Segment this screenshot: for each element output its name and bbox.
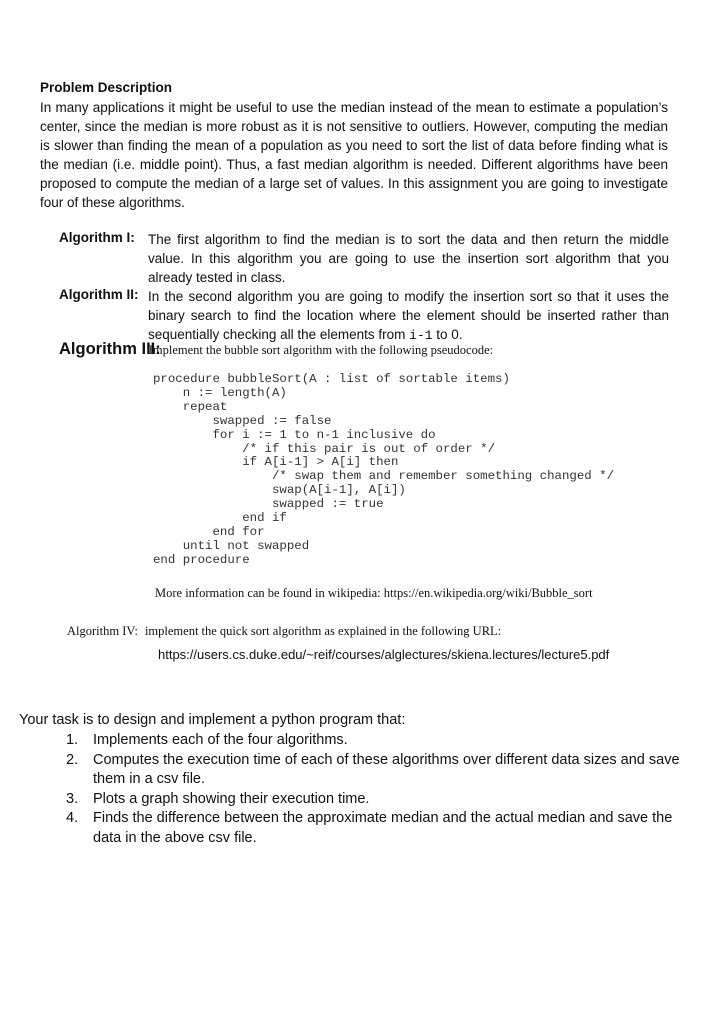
algorithm-2-label: Algorithm II: — [59, 287, 139, 302]
algorithm-2-text-after: to 0. — [432, 327, 463, 342]
algorithm-2-text — [148, 287, 669, 345]
task-list — [66, 731, 694, 848]
problem-heading: Problem Description — [40, 80, 173, 95]
algorithm-2-text-before: In the second algorithm you are going to modify the insertion sort so that it uses the binary search to find the location where the element should be inserted rather than sequentially checking all the elements from — [148, 289, 669, 342]
wikipedia-link[interactable]: https://en.wikipedia.org/wiki/Bubble_sort — [383, 586, 593, 600]
task-item — [66, 809, 694, 848]
algorithm-3-line — [59, 340, 493, 359]
task-item-text: Implements each of the four algorithms. — [93, 732, 348, 748]
more-info-line — [155, 586, 593, 601]
quicksort-lecture-link[interactable]: https://users.cs.duke.edu/~reif/courses/alglectures/skiena.lectures/lecture5.pdf — [158, 647, 610, 662]
algorithm-2-code-inline: i-1 — [409, 328, 433, 343]
task-item-number: 3. — [66, 790, 79, 807]
task-item-number: 2. — [66, 751, 79, 768]
algorithm-1-label: Algorithm I: — [59, 230, 135, 245]
algorithm-4-label: Algorithm IV: — [67, 624, 138, 638]
algorithm-1-text: The first algorithm to find the median is to sort the data and then return the middle value. In this algorithm you are going to use the insertion sort algorithm that you already tested in class. — [148, 232, 669, 285]
more-info-text: More information can be found in wikipedia: — [155, 586, 384, 600]
algorithm-3-label: Algorithm III: — [59, 340, 161, 358]
problem-intro: In many applications it might be useful to use the median instead of the mean to estimate a population’s center, since the median is more robust as it is not sensitive to outliers. However, computing the median is slower than finding the mean of a population as you need to sort the list of data before finding what is the median (i.e. middle point). Thus, a fast median algorithm is needed. Different algorithms have been proposed to compute the median of a large set of values. In this assignment you are going to investigate four of these algorithms. — [40, 100, 668, 210]
task-item-number: 4. — [66, 810, 79, 826]
algorithm-4-line — [67, 624, 501, 639]
algorithm-3-text: Implement the bubble sort algorithm with the following pseudocode: — [148, 343, 494, 357]
task-item-text: Finds the difference between the approximate median and the actual median and save the data in the above csv file. — [93, 810, 673, 846]
task-item-number: 1. — [66, 732, 79, 748]
task-item-text: Plots a graph showing their execution time. — [93, 790, 370, 807]
algorithm-4-text: implement the quick sort algorithm as explained in the following URL: — [144, 624, 502, 638]
task-item-text: Computes the execution time of each of these algorithms over different data sizes and save them in a csv file. — [93, 751, 680, 787]
bubble-sort-pseudocode: procedure bubbleSort(A : list of sortable items) n := length(A) repeat swapped := false for i := 1 to n-1 inclusive do /* if this pair is out of order */ if A[i-1] > A[i] then /* swap them and remember something changed */ swap(A[i-1], A[i]) swapped := true end if end for until not swapped end procedure — [153, 372, 615, 567]
task-item — [66, 731, 694, 751]
task-item — [66, 790, 694, 810]
task-intro: Your task is to design and implement a python program that: — [19, 712, 406, 728]
task-item — [66, 751, 694, 790]
